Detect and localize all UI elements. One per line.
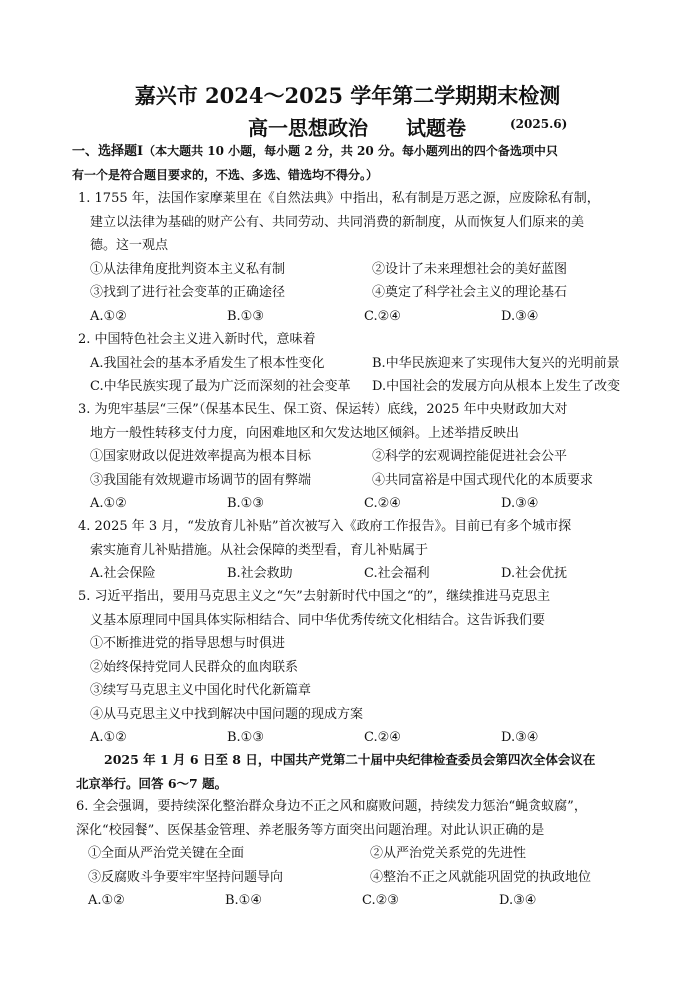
choice-b: B.①③ <box>227 308 264 324</box>
question-text: 建立以法律为基础的财产公有、共同劳动、共同消费的新制度，从而恢复人们原来的美 <box>90 214 585 230</box>
choice-d: D.③④ <box>501 730 539 745</box>
question-text: 深化“校园餐”、医保基金管理、养老服务等方面突出问题治理。对此认识正确的是 <box>76 822 545 838</box>
paper-label: 试题卷 <box>406 116 466 140</box>
choice-b: B.中华民族迎来了实现伟大复兴的光明前景 <box>372 355 620 371</box>
statement-option: ①全面从严治党关键在全面 <box>88 846 245 861</box>
section-instructions <box>72 140 632 187</box>
statement-option: ①从法律角度批判资本主义私有制 <box>90 261 286 277</box>
choice-a: A.①② <box>90 496 127 511</box>
question-4 <box>78 515 638 586</box>
exam-title: 嘉兴市 2024～2025 学年第二学期期末检测 <box>134 83 561 108</box>
statement-option: ③续写马克思主义中国化时代化新篇章 <box>90 683 312 698</box>
question-text: 3. 为兜牢基层“三保”（保基本民生、保工资、保运转）底线，2025 年中央财政加大对 <box>78 402 568 417</box>
question-6 <box>76 795 636 913</box>
statement-option: ④共同富裕是中国式现代化的本质要求 <box>372 472 594 488</box>
choice-d: D.③④ <box>499 893 537 908</box>
question-text: 索实施育儿补贴措施。从社会保障的类型看，育儿补贴属于 <box>90 542 429 558</box>
choice-c: C.②③ <box>362 893 399 908</box>
choice-c: C.中华民族实现了最为广泛而深刻的社会变革 <box>90 379 351 394</box>
choice-b: B.①③ <box>227 730 264 745</box>
question-text: 义基本原理同中国具体实际相结合、同中华优秀传统文化相结合。这告诉我们要 <box>90 612 546 628</box>
question-text: 6. 全会强调，要持续深化整治群众身边不正之风和腐败问题，持续发力惩治“蝇贪蚁腐”， <box>76 799 587 814</box>
statement-option: ①不断推进党的指导思想与时俱进 <box>90 636 286 651</box>
question-text: 5. 习近平指出，要用马克思主义之“矢”去射新时代中国之“的”，继续推进马克思主 <box>78 589 551 604</box>
choice-a: A.①② <box>90 308 127 324</box>
choice-a: A.社会保险 <box>90 566 156 581</box>
section-heading: 一、选择题Ⅰ <box>72 144 144 159</box>
statement-option: ③找到了进行社会变革的正确途径 <box>90 285 286 300</box>
question-text: 2. 中国特色社会主义进入新时代，意味着 <box>78 332 316 347</box>
subject-title: 高一思想政治 <box>248 116 368 140</box>
question-text: 4. 2025 年 3 月，“发放育儿补贴”首次被写入《政府工作报告》。目前已有多个城市探 <box>78 519 572 534</box>
question-5 <box>78 585 638 750</box>
section-note-1: （本大题共 10 小题，每小题 2 分，共 20 分。每小题列出的四个备选项中只 <box>143 144 558 158</box>
choice-c: C.社会福利 <box>364 566 430 581</box>
choice-d: D.中国社会的发展方向从根本上发生了改变 <box>372 379 621 394</box>
statement-option: ②始终保持党同人民群众的血肉联系 <box>90 659 299 675</box>
question-2 <box>78 328 638 399</box>
statement-option: ①国家财政以促进效率提高为根本目标 <box>90 449 312 464</box>
question-3 <box>78 398 638 516</box>
choice-c: C.②④ <box>364 308 401 324</box>
choice-a: A.①② <box>90 730 127 745</box>
choice-b: B.社会救助 <box>227 566 293 581</box>
shared-passage <box>78 748 638 795</box>
question-1 <box>78 187 638 328</box>
choice-b: B.①④ <box>225 893 262 908</box>
choice-b: B.①③ <box>227 496 264 511</box>
statement-option: ②科学的宏观调控能促进社会公平 <box>372 449 568 464</box>
statement-option: ④奠定了科学社会主义的理论基石 <box>372 285 568 300</box>
statement-option: ④整治不正之风就能巩固党的执政地位 <box>370 869 592 885</box>
exam-date: (2025.6) <box>510 117 568 131</box>
choice-d: D.社会优抚 <box>501 566 568 581</box>
passage-text: 2025 年 1 月 6 日至 8 日，中国共产党第二十届中央纪律检查委员会第四次全体会议在 <box>104 752 596 767</box>
statement-option: ②从严治党关系党的先进性 <box>370 846 527 861</box>
question-text: 地方一般性转移支付力度，向困难地区和欠发达地区倾斜。上述举措反映出 <box>90 425 520 441</box>
choice-a: A.①② <box>88 893 125 908</box>
statement-option: ④从马克思主义中找到解决中国问题的现成方案 <box>90 706 364 722</box>
choice-d: D.③④ <box>501 308 539 324</box>
choice-a: A.我国社会的基本矛盾发生了根本性变化 <box>90 355 325 371</box>
choice-d: D.③④ <box>501 496 539 511</box>
question-text: 1. 1755 年，法国作家摩莱里在《自然法典》中指出，私有制是万恶之源，应废除私有制， <box>78 191 600 206</box>
statement-option: ②设计了未来理想社会的美好蓝图 <box>372 261 568 277</box>
statement-option: ③反腐败斗争要牢牢坚持问题导向 <box>88 869 284 885</box>
section-note-2: 有一个是符合题目要求的，不选、多选、错选均不得分。） <box>72 167 379 182</box>
question-text: 德。这一观点 <box>90 238 169 253</box>
passage-text: 北京举行。回答 6～7 题。 <box>76 775 228 791</box>
statement-option: ③我国能有效规避市场调节的固有弊端 <box>90 472 312 488</box>
choice-c: C.②④ <box>364 496 401 511</box>
choice-c: C.②④ <box>364 730 401 745</box>
